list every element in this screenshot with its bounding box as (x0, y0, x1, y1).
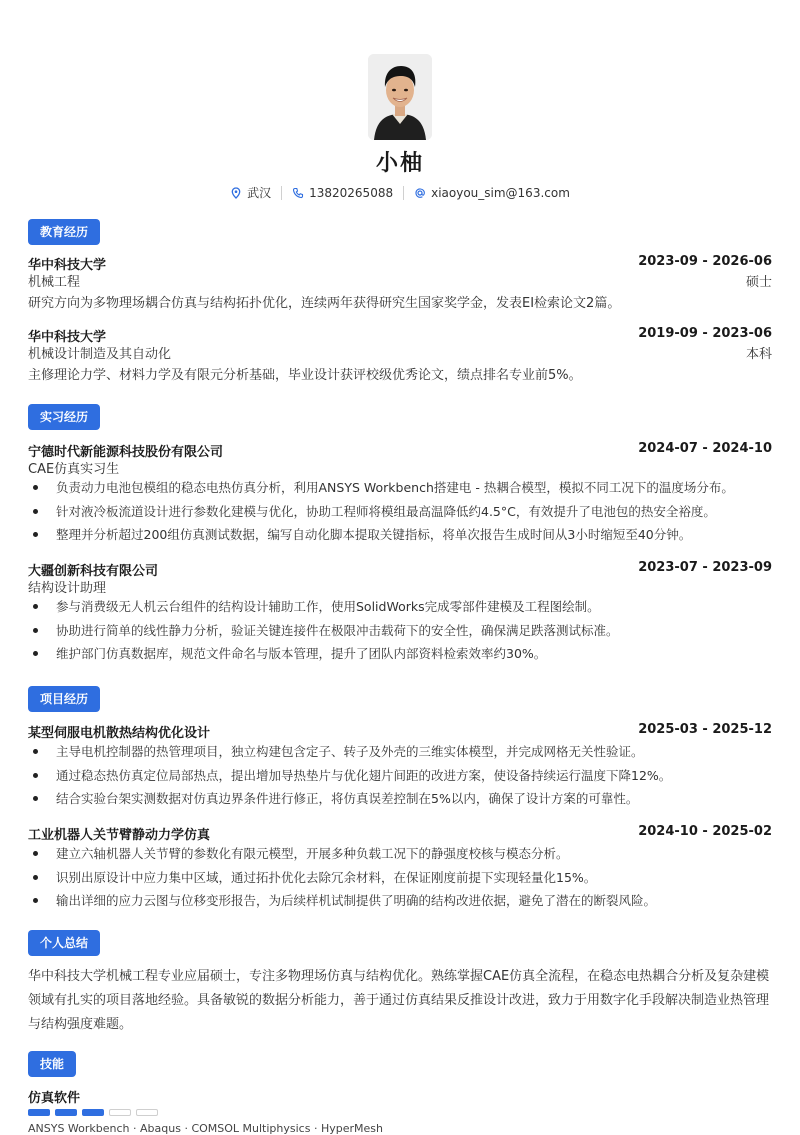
phone-icon (292, 187, 304, 199)
date-range: 2025-03 - 2025-12 (638, 722, 772, 737)
list-item: 输出详细的应力云图与位移变形报告，为后续样机试制提供了明确的结构改进依据，避免了潜在的断裂风险。 (28, 889, 772, 913)
list-item: 整理并分析超过200组仿真测试数据，编写自动化脚本提取关键指标，将单次报告生成时间从3小时缩短至40分钟。 (28, 523, 772, 547)
bullet-list (28, 842, 772, 913)
job-role (28, 458, 772, 476)
section-summary: 个人总结 (28, 930, 100, 956)
date-range: 2019-09 - 2023-06 (638, 326, 772, 341)
list-item: 通过稳态热仿真定位局部热点，提出增加导热垫片与优化翅片间距的改进方案，使设备持续运行温度下降12%。 (28, 764, 772, 788)
section-internship: 实习经历 (28, 404, 100, 430)
project-entry (28, 722, 772, 740)
project-title: 某型伺服电机散热结构优化设计 (28, 726, 211, 741)
project-title: 工业机器人关节臂静动力学仿真 (28, 828, 211, 843)
job-role (28, 577, 772, 595)
education-entry-sub (28, 343, 772, 361)
list-item: 参与消费级无人机云台组件的结构设计辅助工作，使用SolidWorks完成零部件建模及工程图绘制。 (28, 595, 772, 619)
degree: 硕士 (745, 275, 772, 290)
phone-text: 13820265088 (309, 185, 394, 200)
internship-entry (28, 441, 772, 459)
email-text: xiaoyou_sim@163.com (431, 185, 570, 200)
contact-bar (0, 184, 800, 201)
list-item: 协助进行简单的线性静力分析，验证关键连接件在极限冲击载荷下的安全性，确保满足跌落测试标准。 (28, 619, 772, 643)
major: 机械设计制造及其自动化 (28, 347, 172, 362)
list-item: 针对液冷板流道设计进行参数化建模与优化，协助工程师将模组最高温降低约4.5°C，有效提升了电池包的热安全裕度。 (28, 500, 772, 524)
list-item: 维护部门仿真数据库，规范文件命名与版本管理，提升了团队内部资料检索效率约30%。 (28, 642, 772, 666)
skill-level-bar (28, 1109, 158, 1116)
contact-email (404, 186, 580, 200)
education-entry (28, 326, 772, 344)
education-desc: 主修理论力学、材料力学及有限元分析基础，毕业设计获评校级优秀论文，绩点排名专业前5%。 (28, 368, 582, 383)
date-range: 2024-07 - 2024-10 (638, 441, 772, 456)
list-item: 结合实验台架实测数据对仿真边界条件进行修正，将仿真误差控制在5%以内，确保了设计方案的可靠性。 (28, 787, 772, 811)
role-text: 结构设计助理 (28, 581, 107, 596)
city-text: 武汉 (247, 186, 272, 200)
education-entry-sub (28, 271, 772, 289)
date-range: 2024-10 - 2025-02 (638, 824, 772, 839)
major: 机械工程 (28, 275, 81, 290)
company-name: 宁德时代新能源科技股份有限公司 (28, 445, 224, 460)
bullet-list (28, 595, 772, 666)
candidate-name: 小柚 (375, 151, 424, 176)
summary-text: 华中科技大学机械工程专业应届硕士，专注多物理场仿真与结构优化。熟练掌握CAE仿真全流程，在稳态电热耦合分析及复杂建模领域有扎实的项目落地经验。具备敏锐的数据分析能力，善于通过仿真结果反推设计改进，致力于用数字化手段解决制造业热管理与结构强度难题。 (28, 969, 770, 1032)
avatar-photo (368, 54, 432, 140)
date-range: 2023-07 - 2023-09 (638, 560, 772, 575)
list-item: 主导电机控制器的热管理项目，独立构建包含定子、转子及外壳的三维实体模型，并完成网格无关性验证。 (28, 740, 772, 764)
skill-category (28, 1087, 772, 1105)
degree: 本科 (745, 347, 772, 362)
bullet-list (28, 476, 772, 547)
contact-phone (282, 186, 403, 200)
section-education: 教育经历 (28, 219, 100, 245)
list-item: 负责动力电池包模组的稳态电热仿真分析，利用ANSYS Workbench搭建电 - 热耦合模型，模拟不同工况下的温度场分布。 (28, 476, 772, 500)
section-skills: 技能 (28, 1051, 76, 1077)
avatar (368, 54, 432, 140)
skill-segment-filled (82, 1109, 104, 1116)
education-desc: 研究方向为多物理场耦合仿真与结构拓扑优化，连续两年获得研究生国家奖学金，发表EI检索论文2篇。 (28, 296, 621, 311)
skill-segment-filled (55, 1109, 77, 1116)
contact-city (220, 184, 281, 201)
date-range: 2023-09 - 2026-06 (638, 254, 772, 269)
skill-segment-empty (109, 1109, 131, 1116)
school-name: 华中科技大学 (28, 258, 107, 273)
skill-segment-filled (28, 1109, 50, 1116)
bullet-list (28, 740, 772, 811)
location-icon (230, 187, 242, 199)
skill-category-label: 仿真软件 (28, 1091, 81, 1106)
list-item: 建立六轴机器人关节臂的参数化有限元模型，开展多种负载工况下的静强度校核与模态分析。 (28, 842, 772, 866)
project-entry (28, 824, 772, 842)
skill-list: ANSYS Workbench · Abaqus · COMSOL Multiphysics · HyperMesh (28, 1122, 383, 1135)
school-name: 华中科技大学 (28, 330, 107, 345)
education-entry (28, 254, 772, 272)
role-text: CAE仿真实习生 (28, 462, 120, 477)
list-item: 识别出原设计中应力集中区域，通过拓扑优化去除冗余材料，在保证刚度前提下实现轻量化15%。 (28, 866, 772, 890)
section-projects: 项目经历 (28, 686, 100, 712)
company-name: 大疆创新科技有限公司 (28, 564, 159, 579)
internship-entry (28, 560, 772, 578)
skill-segment-empty (136, 1109, 158, 1116)
at-icon (414, 187, 426, 199)
